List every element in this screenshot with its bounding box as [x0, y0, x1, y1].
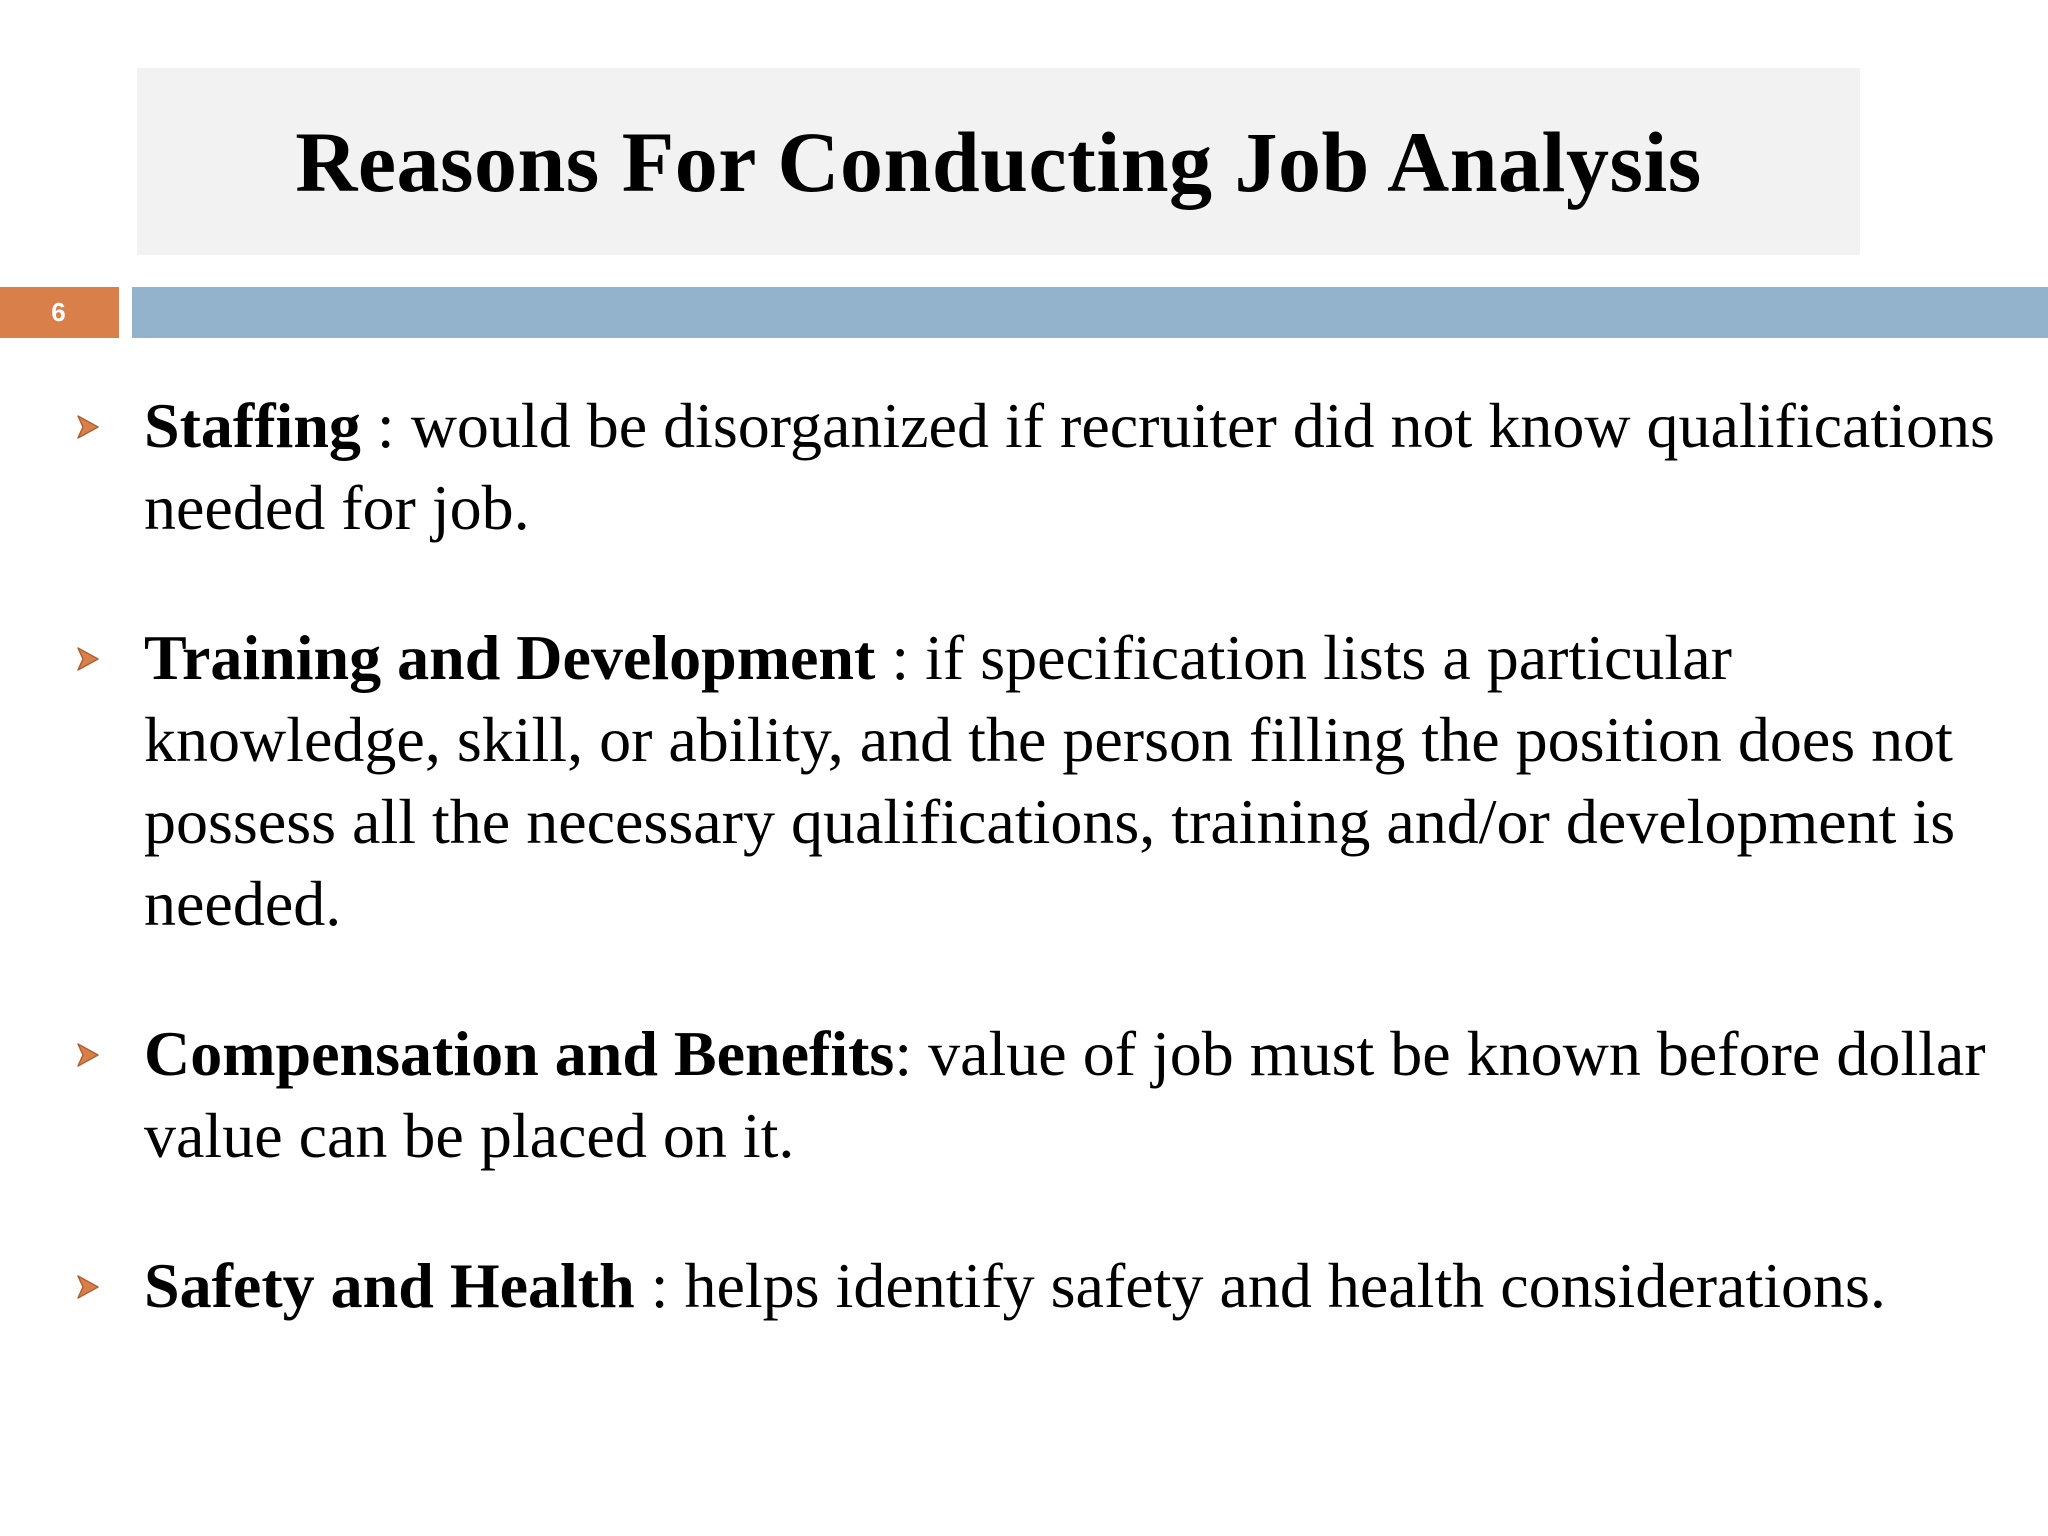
bullet-term: Staffing: [144, 390, 361, 461]
bullet-text: value of job must be known before dollar value can be placed on it.: [144, 1018, 1986, 1171]
slide-title: Reasons For Conducting Job Analysis: [295, 113, 1702, 210]
bullet-text: if specification lists a particular knowledge, skill, or ability, and the person filling the position does not possess all the necessary qualifications, training and/or development is needed.: [144, 622, 1956, 939]
arrowhead-bullet-icon: [72, 1039, 104, 1071]
bullet-item-compensation: [0, 1013, 2048, 1177]
arrowhead-bullet-icon: [72, 643, 104, 675]
bullet-separator: :: [875, 622, 926, 693]
bullet-separator: :: [894, 1018, 929, 1089]
title-box: [137, 68, 1860, 255]
slide-number: 6: [0, 287, 119, 338]
accent-bar: [132, 287, 2048, 338]
bullet-text: helps identify safety and health considerations.: [684, 1250, 1886, 1321]
bullet-separator: :: [634, 1250, 685, 1321]
arrowhead-bullet-icon: [72, 1271, 104, 1303]
bullet-item-staffing: [0, 385, 2048, 549]
bullet-item-training: [0, 617, 2048, 945]
arrowhead-bullet-icon: [72, 411, 104, 443]
bullet-term: Compensation and Benefits: [144, 1018, 895, 1089]
bullet-term: Training and Development: [144, 622, 876, 693]
bullet-list: [0, 385, 2048, 1395]
bullet-item-safety: [0, 1245, 2048, 1327]
bullet-text: would be disorganized if recruiter did not know qualifications needed for job.: [144, 390, 1995, 543]
bullet-term: Safety and Health: [144, 1250, 635, 1321]
bullet-separator: :: [360, 390, 411, 461]
